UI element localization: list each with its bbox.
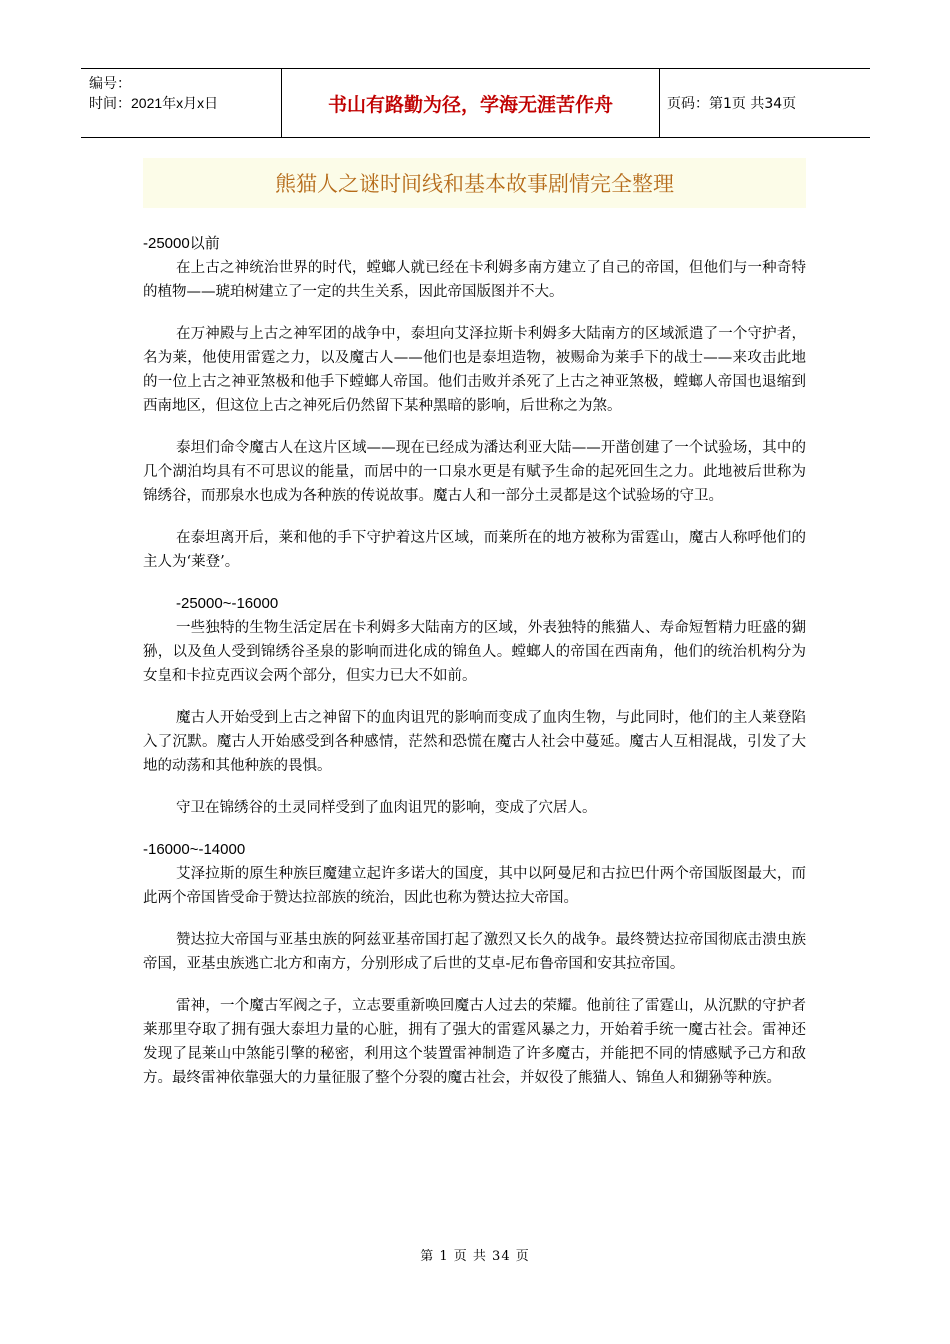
header-page-info: 页码：第1页 共34页 xyxy=(659,69,870,137)
paragraph: 在泰坦离开后，莱和他的手下守护着这片区域，而莱所在的地方被称为雷霆山，魔古人称呼他们的主人为‘莱登’。 xyxy=(143,530,806,570)
section-heading: -25000~-16000 xyxy=(176,595,279,612)
header-motto: 书山有路勤为径，学海无涯苦作舟 xyxy=(327,93,613,116)
paragraph: 在万神殿与上古之神军团的战争中，泰坦向艾泽拉斯卡利姆多大陆南方的区域派遣了一个守护者，名为莱，他使用雷霆之力，以及魔古人——他们也是泰坦造物，被赐命为莱手下的战士——来攻击此地的一位上古之神亚煞极和他手下螳螂人帝国。他们击败并杀死了上古之神亚煞极，螳螂人帝国也退缩到西南地区，但这位上古之神死后仍然留下某种黑暗的影响，后世称之为煞。 xyxy=(143,326,806,414)
paragraph: 泰坦们命令魔古人在这片区域——现在已经成为潘达利亚大陆——开凿创建了一个试验场，其中的几个湖泊均具有不可思议的能量，而居中的一口泉水更是有赋予生命的起死回生之力。此地被后世称为锦绣谷，而那泉水也成为各种族的传说故事。魔古人和一部分土灵都是这个试验场的守卫。 xyxy=(143,440,806,504)
document-title: 熊猫人之谜时间线和基本故事剧情完全整理 xyxy=(143,158,806,208)
paragraph: 在上古之神统治世界的时代，螳螂人就已经在卡利姆多南方建立了自己的帝国，但他们与一种奇特的植物——琥珀树建立了一定的共生关系，因此帝国版图并不大。 xyxy=(143,260,806,300)
paragraph: 魔古人开始受到上古之神留下的血肉诅咒的影响而变成了血肉生物，与此同时，他们的主人莱登陷入了沉默。魔古人开始感受到各种感情，茫然和恐慌在魔古人社会中蔓延。魔古人互相混战，引发了大地的动荡和其他种族的畏惧。 xyxy=(143,710,806,774)
paragraph: 一些独特的生物生活定居在卡利姆多大陆南方的区域，外表独特的熊猫人、寿命短暂精力旺盛的猢狲，以及鱼人受到锦绣谷圣泉的影响而进化成的锦鱼人。螳螂人的帝国在西南角，他们的统治机构分为女皇和卡拉克西议会两个部分，但实力已大不如前。 xyxy=(143,620,806,684)
header-left-cell xyxy=(81,69,282,137)
paragraph: 雷神，一个魔古军阀之子，立志要重新唤回魔古人过去的荣耀。他前往了雷霆山，从沉默的守护者莱那里夺取了拥有强大泰坦力量的心脏，拥有了强大的雷霆风暴之力，开始着手统一魔古社会。雷神还发现了昆莱山中煞能引擎的秘密，利用这个装置雷神制造了许多魔古，并能把不同的情感赋予己方和敌方。最终雷神依靠强大的力量征服了整个分裂的魔古社会，并奴役了熊猫人、锦鱼人和猢狲等种族。 xyxy=(143,998,806,1086)
paragraph: 艾泽拉斯的原生种族巨魔建立起许多诺大的国度，其中以阿曼尼和古拉巴什两个帝国版图最大，而此两个帝国皆受命于赞达拉部族的统治，因此也称为赞达拉大帝国。 xyxy=(143,866,806,906)
paragraph: 赞达拉大帝国与亚基虫族的阿兹亚基帝国打起了激烈又长久的战争。最终赞达拉帝国彻底击溃虫族帝国，亚基虫族逃亡北方和南方，分别形成了后世的艾卓-尼布鲁帝国和安其拉帝国。 xyxy=(143,932,806,972)
paragraph: 守卫在锦绣谷的土灵同样受到了血肉诅咒的影响，变成了穴居人。 xyxy=(176,800,597,816)
page-header xyxy=(81,68,870,138)
document-body xyxy=(143,232,806,1090)
document-date: 时间：2021年x月x日 xyxy=(89,95,219,111)
page-footer: 第 1 页 共 34 页 xyxy=(420,1249,530,1264)
document-number: 编号： xyxy=(89,75,131,91)
section-heading: -25000以前 xyxy=(143,235,220,252)
section-heading: -16000~-14000 xyxy=(143,841,246,858)
